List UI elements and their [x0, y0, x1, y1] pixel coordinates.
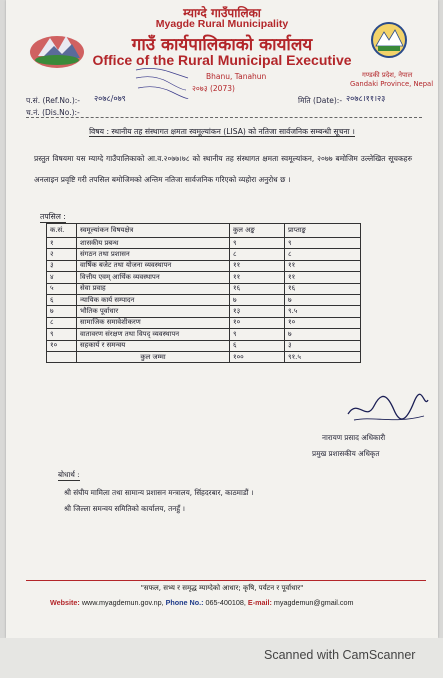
row-sn: १: [47, 238, 77, 249]
row-sn: ७: [47, 306, 77, 317]
row-obtained: ७: [285, 329, 361, 340]
table-row: [47, 340, 361, 351]
province-en: Gandaki Province, Nepal: [350, 80, 434, 88]
row-area: भौतिक पूर्वाधार: [77, 306, 230, 317]
row-sn: २: [47, 249, 77, 260]
table-row: [47, 260, 361, 271]
footer-divider: [26, 580, 426, 581]
col-header-sn: क.सं.: [47, 224, 77, 238]
row-full-marks: १६: [230, 283, 285, 294]
table-row: [47, 306, 361, 317]
row-sn: ९: [47, 329, 77, 340]
col-header-area: स्वमूल्यांकन विषयक्षेत्र: [77, 224, 230, 238]
row-obtained: १६: [285, 283, 361, 294]
email-label: E-mail:: [247, 598, 272, 607]
table-row: [47, 272, 361, 283]
row-full-marks: ६: [230, 340, 285, 351]
row-full-marks: ११: [230, 272, 285, 283]
row-obtained: ९.५: [285, 306, 361, 317]
table-row: [47, 283, 361, 294]
signatory-title: प्रमुख प्रशासकीय अधिकृत: [312, 449, 380, 458]
date-value: २०७८।११।२३: [346, 94, 386, 103]
phone-label: Phone No.:: [165, 598, 204, 607]
row-obtained: ३: [285, 340, 361, 351]
signatory-name: नारायण प्रसाद अधिकारी: [322, 433, 386, 442]
website-label: Website:: [50, 598, 80, 607]
total-empty-cell: [47, 351, 77, 362]
date-label: मिति (Date):-: [298, 96, 343, 105]
ref-no-label: प.सं. (Ref.No.):-: [26, 96, 80, 105]
subject-line: विषय : स्थानीय तह संस्थागत क्षमता स्वमूल्यांकन (LISA) को नतिजा सार्वजनिक सम्बन्धी सूचना ।: [89, 127, 355, 136]
table-row: [47, 238, 361, 249]
row-area: वातावरण संरक्षण तथा विपद् व्यवस्थापन: [77, 329, 230, 340]
table-header-row: [47, 224, 361, 238]
total-full-marks: १००: [230, 351, 285, 362]
row-full-marks: १३: [230, 306, 285, 317]
dis-no-label: च.नं. (Dis.No.):-: [26, 108, 80, 117]
total-label: कुल जम्मा: [77, 351, 230, 362]
row-area: संगठन तथा प्रशासन: [77, 249, 230, 260]
row-obtained: ८: [285, 249, 361, 260]
row-full-marks: ८: [230, 249, 285, 260]
phone-value: 065-400108,: [205, 598, 246, 607]
row-full-marks: ७: [230, 294, 285, 305]
row-area: शासकीय प्रबन्ध: [77, 238, 230, 249]
row-area: सहकार्य र समन्वय: [77, 340, 230, 351]
row-obtained: ९: [285, 238, 361, 249]
footer-contact: [50, 598, 353, 607]
table-label: तपसिल :: [40, 212, 66, 221]
footer-motto: "सफल, सभ्य र समृद्ध म्याग्देको आधार; कृषि, पर्यटन र पूर्वाधार": [140, 584, 304, 592]
row-obtained: ७: [285, 294, 361, 305]
row-sn: ५: [47, 283, 77, 294]
cc-line-1: श्री संघीय मामिला तथा सामान्य प्रशासन मन्त्रालय, सिंहदरबार, काठमाडौं ।: [64, 488, 254, 497]
row-sn: ३: [47, 260, 77, 271]
office-name-en: Office of the Rural Municipal Executive: [92, 52, 352, 68]
row-area: न्यायिक कार्य सम्पादन: [77, 294, 230, 305]
total-obtained: ९१.५: [285, 351, 361, 362]
assessment-table: [46, 223, 361, 363]
province-np: गण्डकी प्रदेश, नेपाल: [362, 71, 413, 79]
header-divider: [26, 117, 422, 118]
row-full-marks: १०: [230, 317, 285, 328]
col-header-full-marks: कुल अङ्क: [230, 224, 285, 238]
row-area: सेवा प्रवाह: [77, 283, 230, 294]
row-area: वित्तीय एवम् आर्थिक व्यवस्थापन: [77, 272, 230, 283]
row-obtained: ११: [285, 260, 361, 271]
cc-line-2: श्री जिल्ला समन्वय समितिको कार्यालय, तनहुँ ।: [64, 504, 186, 513]
row-obtained: ११: [285, 272, 361, 283]
row-area: सामाजिक समावेशीकरण: [77, 317, 230, 328]
table-row: [47, 317, 361, 328]
signature-icon: [344, 392, 430, 430]
address-en: Bhanu, Tanahun: [206, 72, 267, 81]
row-area: वार्षिक बजेट तथा योजना व्यवस्थापन: [77, 260, 230, 271]
col-header-obtained: प्राप्ताङ्क: [285, 224, 361, 238]
row-full-marks: ९: [230, 329, 285, 340]
row-full-marks: ११: [230, 260, 285, 271]
scanner-watermark: Scanned with CamScanner: [264, 648, 416, 662]
row-sn: १०: [47, 340, 77, 351]
row-full-marks: ९: [230, 238, 285, 249]
municipality-name-np: म्याग्दे गाउँपालिका: [183, 6, 261, 20]
table-row: [47, 249, 361, 260]
office-name-np: गाउँ कार्यपालिकाको कार्यालय: [131, 35, 313, 55]
table-row: [47, 294, 361, 305]
municipality-name-en: Myagde Rural Municipality: [155, 18, 289, 30]
table-total-row: [47, 351, 361, 362]
established-year: २०७३ (2073): [192, 84, 235, 93]
row-sn: ४: [47, 272, 77, 283]
letter-sheet: [6, 0, 438, 638]
website-value[interactable]: www.myagdemun.gov.np,: [81, 598, 164, 607]
row-sn: ६: [47, 294, 77, 305]
office-stamp-icon: [132, 64, 190, 104]
cc-label: बोधार्थ :: [58, 470, 80, 479]
body-paragraph: प्रस्तुत विषयमा यस म्याग्दे गाउँपालिकाको आ.व.२०७७।७८ को स्थानीय तह संस्थागत क्षमता स्वमूल्यांकन, २०७७ बमोजिम उल्लेखित सूचकहरु अनलाइन प्रवृष्टि गरी तपसिल बमोजिमको अन्तिम नतिजा सार्वजनिक गरिएको व्यहोरा अनुरोध छ ।: [34, 154, 412, 184]
table-row: [47, 329, 361, 340]
ref-no-value: २०७८/०७९: [94, 94, 126, 103]
row-obtained: १०: [285, 317, 361, 328]
email-value[interactable]: myagdemun@gmail.com: [273, 598, 354, 607]
row-sn: ८: [47, 317, 77, 328]
